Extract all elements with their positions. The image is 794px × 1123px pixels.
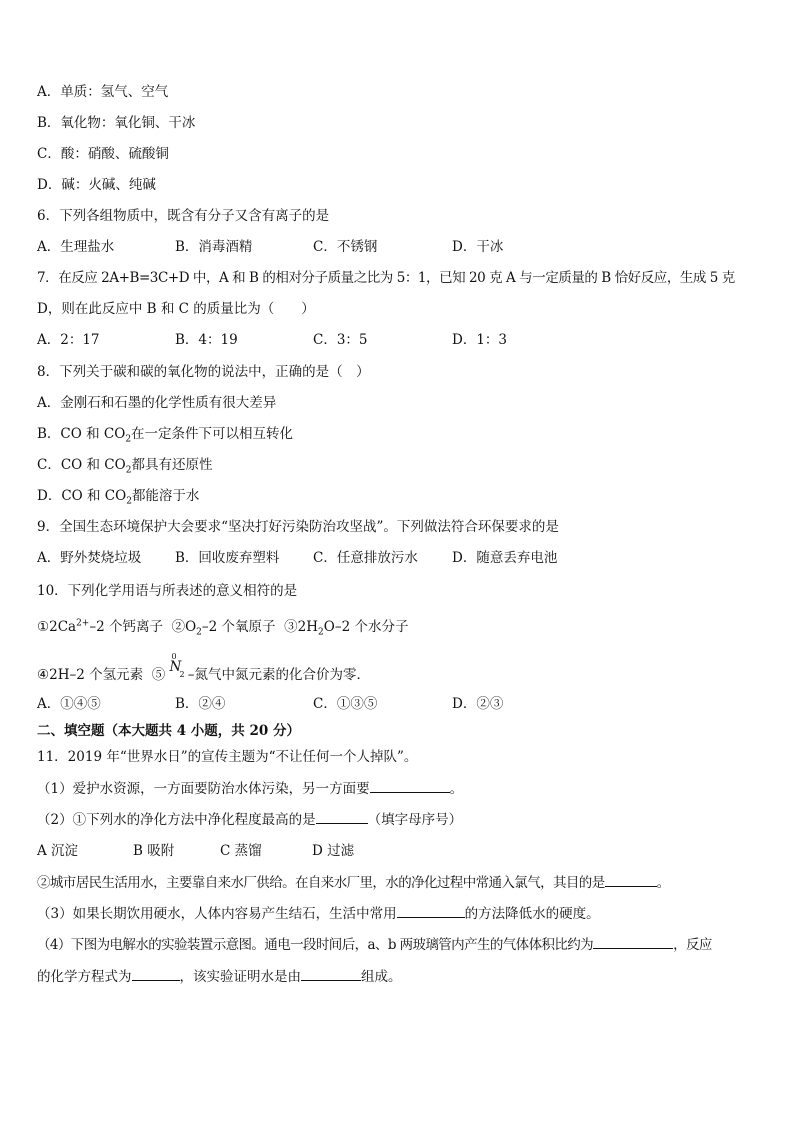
q11-part-2: （2）①下列水的净化方法中净化程度最高的是 （填字母序号） [37, 809, 462, 830]
q8-option-b: B．CO 和 $CO_2$在一定条件下可以相互转化 [37, 426, 294, 445]
q7-option-c: C．3：5 [313, 332, 368, 348]
q11-part-3: （3）如果长期饮用硬水，人体内容易产生结石，生活中常用 的方法降低水的硬度。 [37, 903, 600, 924]
q9-option-a: A．野外焚烧垃圾 [37, 550, 142, 566]
q11-option-d: D 过滤 [312, 843, 355, 859]
answer-blank[interactable] [301, 966, 361, 981]
answer-blank[interactable] [316, 809, 368, 824]
answer-blank[interactable] [132, 966, 180, 981]
q7-option-a: A．2：17 [37, 332, 100, 348]
q6-option-d: D．干冰 [452, 239, 504, 255]
q11-part-1: （1）爱护水资源，一方面要防治水体污染，另一方面要 。 [37, 778, 463, 799]
q10-stem: 10．下列化学用语与所表述的意义相符的是 [37, 583, 298, 599]
q11-option-a: A 沉淀 [37, 843, 79, 859]
q10-item-5: ⑤ 0 N 2 –氮气中氮元素的化合价为零． [151, 652, 371, 683]
q10-item-4: ④2H–2 个氢元素 [37, 667, 144, 683]
q6-stem: 6．下列各组物质中，既含有分子又含有离子的是 [37, 208, 330, 224]
q10-option-b: B．②④ [175, 696, 226, 712]
q9-stem: 9．全国生态环境保护大会要求“坚决打好污染防治攻坚战”。下列做法符合环保要求的是 [37, 519, 559, 535]
q10-items-row2 [37, 652, 371, 685]
answer-blank[interactable] [397, 903, 465, 918]
q8-option-a: A．金刚石和石墨的化学性质有很大差异 [37, 395, 277, 411]
q6-option-c: C．不锈钢 [313, 239, 378, 255]
q7-option-b: B．4：19 [175, 332, 238, 348]
q6-option-b: B．消毒酒精 [175, 239, 253, 255]
q11-option-c: C 蒸馏 [220, 843, 262, 859]
nitrogen-valence-formula: 0 N 2 [169, 652, 185, 679]
q5-option-d: D．碱：火碱、纯碱 [37, 177, 156, 193]
q11-stem: 11．2019 年“世界水日”的宣传主题为“不让任何一个人掉队”。 [37, 749, 418, 765]
q10-option-a: A．①④⑤ [37, 696, 101, 712]
section-2-heading: 二、填空题（本大题共 4 小题，共 20 分） [37, 723, 300, 739]
q10-item-3: $③2H_2O-2$ 个水分子 [284, 619, 409, 638]
q11-part-2b: ②城市居民生活用水，主要靠自来水厂供给。在自来水厂里，水的净化过程中常通入氯气，其目的是 。 [37, 872, 670, 893]
q7-stem-line2: D，则在此反应中 B 和 C 的质量比为（ ） [37, 301, 315, 317]
q10-items-row1 [37, 617, 408, 637]
q6-option-a: A．生理盐水 [37, 239, 115, 255]
q9-option-c: C．任意排放污水 [313, 550, 418, 566]
q5-option-a: A．单质：氢气、空气 [37, 84, 169, 100]
q5-option-b: B．氧化物：氧化铜、干冰 [37, 115, 196, 131]
q11-part-4b: 的化学方程式为 ，该实验证明水是由 组成。 [37, 966, 402, 987]
answer-blank[interactable] [370, 778, 450, 793]
q9-option-d: D．随意丢弃电池 [452, 550, 558, 566]
q5-option-c: C．酸：硝酸、硫酸铜 [37, 146, 169, 162]
q10-item-1: $①2Ca^{2+}-2$ 个钙离子 [37, 618, 163, 635]
q10-item-2: $②O_2-2$ 个氧原子 [171, 619, 276, 638]
answer-blank[interactable] [593, 934, 673, 949]
q8-option-c: C．CO 和 $CO_2$都具有还原性 [37, 457, 213, 476]
q10-option-d: D．②③ [452, 696, 504, 712]
q8-option-d: D．CO 和 $CO_2$都能溶于水 [37, 488, 200, 507]
answer-blank[interactable] [605, 872, 657, 887]
q11-option-b: B 吸附 [133, 843, 175, 859]
q11-part-4: （4）下图为电解水的实验装置示意图。通电一段时间后，a、b 两玻璃管内产生的气体体积比约为 ，反应 [37, 934, 712, 955]
q7-option-d: D．1：3 [452, 332, 508, 348]
q9-option-b: B．回收废弃塑料 [175, 550, 280, 566]
q8-stem: 8．下列关于碳和碳的氧化物的说法中，正确的是（ ） [37, 364, 370, 380]
q7-stem-line1: 7．在反应 2A+B=3C+D 中，A 和 B 的相对分子质量之比为 5：1，已知 20 克 A 与一定质量的 B 恰好反应，生成 5 克 [37, 270, 735, 286]
q10-option-c: C．①③⑤ [313, 696, 378, 712]
